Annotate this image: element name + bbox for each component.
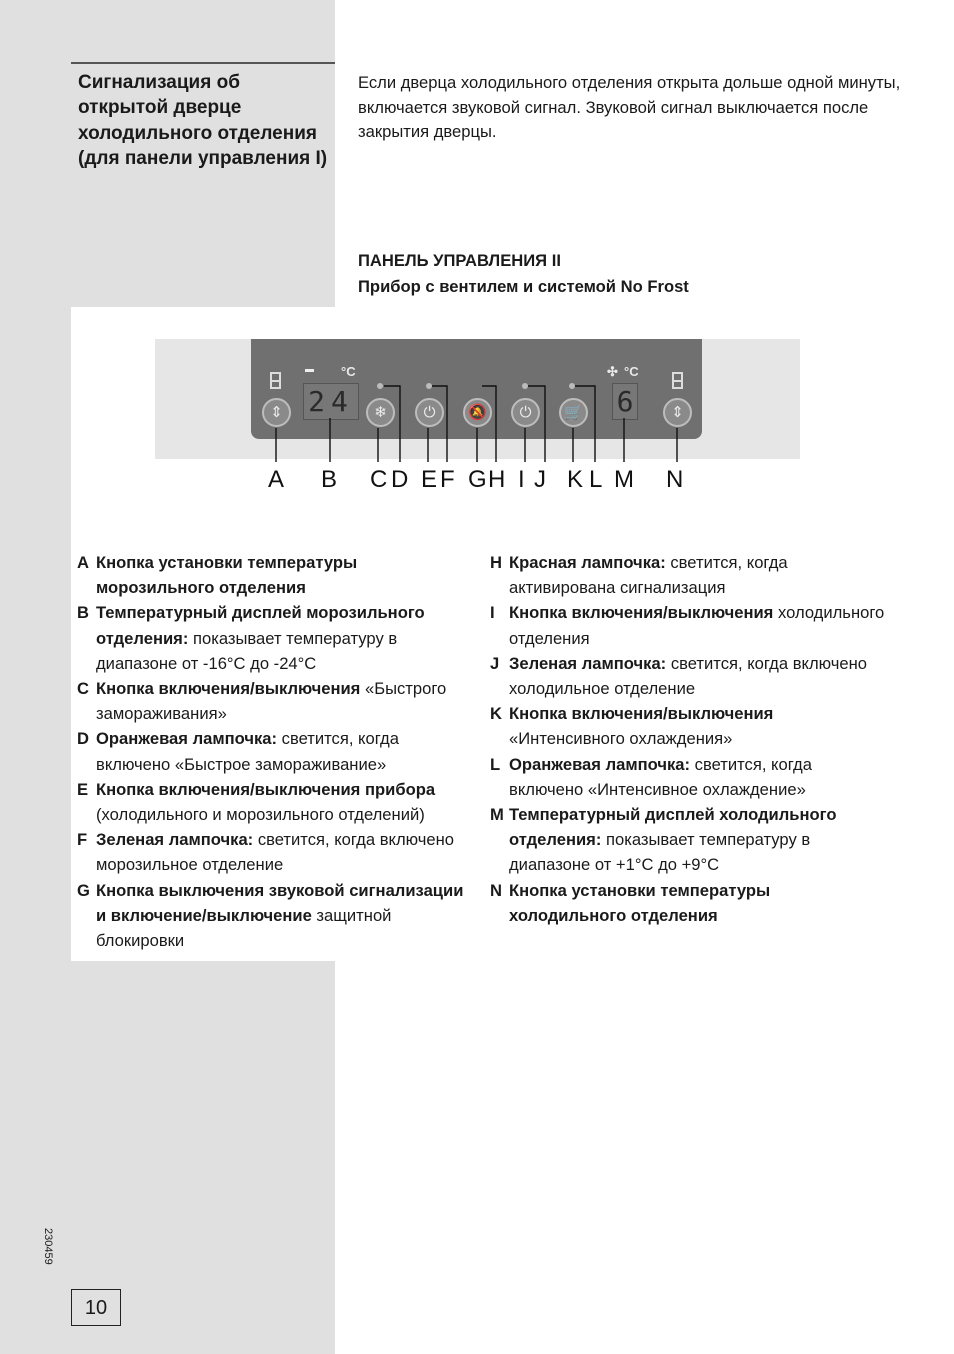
label-f: F: [440, 466, 455, 493]
legend-term: Оранжевая лампочка:: [96, 729, 278, 749]
legend-description: показывает температуру в диапазоне от -16°C до -24°C: [96, 628, 398, 673]
legend-term: Температурный дисплей холодильного отделения:: [509, 805, 837, 850]
legend-term: Кнопка включения/выключения: [509, 704, 774, 724]
legend-key: A: [77, 553, 89, 572]
label-n: N: [666, 466, 684, 493]
label-b: B: [321, 466, 338, 493]
legend-item: [490, 752, 890, 802]
legend-term: Зеленая лампочка:: [509, 653, 667, 673]
section-title: Сигнализация об открытой дверце холодильного отделения (для панели управления I): [78, 72, 328, 169]
legend-key: B: [77, 603, 89, 623]
legend-item: [490, 878, 890, 928]
fridge-power-button[interactable]: ⏻: [511, 398, 540, 427]
fridge-temperature-display: 6: [612, 383, 638, 420]
label-g: G: [468, 466, 487, 493]
label-d: D: [391, 466, 409, 493]
label-e: E: [421, 466, 438, 493]
legend-description: светится, когда включено холодильное отделение: [509, 653, 867, 699]
legend-description: (холодильного и морозильного отделений): [96, 805, 425, 825]
legend-key: N: [490, 880, 502, 900]
legend-description: показывает температуру в диапазоне от +1°C до +9°C: [509, 830, 811, 875]
legend-term: Кнопка включения/выключения: [96, 679, 361, 699]
legend-term: Красная лампочка:: [509, 553, 666, 572]
intensive-cooling-button[interactable]: 🛒: [559, 398, 588, 427]
label-i: I: [518, 466, 525, 493]
legend-item: [77, 600, 477, 676]
legend-key: J: [490, 653, 500, 673]
legend-item: [77, 777, 477, 827]
legend-right-column: [490, 550, 890, 928]
legend-description: защитной блокировки: [96, 905, 392, 951]
legend-item: [77, 878, 477, 954]
legend-term: Температурный дисплей морозильного отделения:: [96, 603, 425, 648]
legend-key: E: [77, 779, 89, 799]
legend-item: [77, 550, 477, 600]
document-number: 230459: [42, 1228, 54, 1265]
fast-freeze-button[interactable]: ❄: [366, 398, 395, 427]
legend-item: [490, 651, 890, 701]
legend-term: Кнопка включения/выключения: [509, 603, 774, 623]
legend-item: [77, 827, 477, 877]
legend-term: Оранжевая лампочка:: [509, 754, 691, 774]
freezer-unit: °C: [341, 364, 356, 379]
freezer-temperature-display: 24: [303, 383, 359, 420]
label-j: J: [534, 466, 546, 493]
legend-item: [77, 676, 477, 726]
legend-key: M: [490, 805, 504, 825]
alarm-off-button[interactable]: 🔕: [463, 398, 492, 427]
legend-description: светится, когда включено «Интенсивное охлаждение»: [509, 754, 812, 799]
legend-description: холодильного отделения: [509, 603, 885, 648]
panel-heading-subtitle: Прибор с вентилем и системой No Frost: [358, 277, 689, 296]
legend-item: [490, 600, 890, 650]
legend-key: K: [490, 704, 502, 724]
legend-key: D: [77, 729, 89, 749]
label-m: M: [614, 466, 634, 493]
callout-lines: [0, 0, 954, 470]
legend-key: C: [77, 679, 89, 699]
fridge-temp-button[interactable]: ⇕: [663, 398, 692, 427]
legend-key: F: [77, 830, 88, 850]
legend-key: L: [490, 754, 501, 774]
label-a: A: [268, 466, 285, 493]
intro-text: Если дверца холодильного отделения открыта дольше одной минуты, включается звуковой сигнал. Звуковой сигнал выключается после закрытия дверцы.: [358, 73, 901, 142]
legend-description: светится, когда включено «Быстрое замораживание»: [96, 729, 399, 774]
legend-item: [490, 802, 890, 878]
fridge-unit: °C: [624, 364, 639, 379]
legend-key: I: [490, 603, 495, 623]
legend-description: «Быстрого замораживания»: [96, 679, 447, 724]
label-c: C: [370, 466, 388, 493]
fan-icon: ✣: [607, 364, 618, 379]
legend-key: H: [490, 553, 502, 572]
page-number: 10: [71, 1289, 121, 1326]
legend-term: Кнопка выключения звуковой сигнализации и включение/выключение: [96, 880, 464, 925]
appliance-power-button[interactable]: ⏻: [415, 398, 444, 427]
label-k: K: [567, 466, 584, 493]
legend-term: Кнопка установки температуры морозильного отделения: [96, 553, 358, 598]
legend-term: Зеленая лампочка:: [96, 830, 254, 850]
legend-term: Кнопка включения/выключения прибора: [96, 779, 436, 799]
panel-heading-title: ПАНЕЛЬ УПРАВЛЕНИЯ II: [358, 251, 561, 270]
label-h: H: [488, 466, 506, 493]
legend-description: «Интенсивного охлаждения»: [509, 729, 733, 749]
legend-description: светится, когда активирована сигнализация: [509, 553, 788, 598]
freezer-temp-button[interactable]: ⇕: [262, 398, 291, 427]
label-l: L: [589, 466, 603, 493]
legend-key: G: [77, 880, 90, 900]
legend-item: [490, 701, 890, 751]
legend-description: светится, когда включено морозильное отделение: [96, 830, 454, 875]
legend-item: [490, 550, 890, 600]
legend-left-column: [77, 550, 477, 953]
legend-term: Кнопка установки температуры холодильного отделения: [509, 880, 771, 925]
legend-item: [77, 726, 477, 776]
